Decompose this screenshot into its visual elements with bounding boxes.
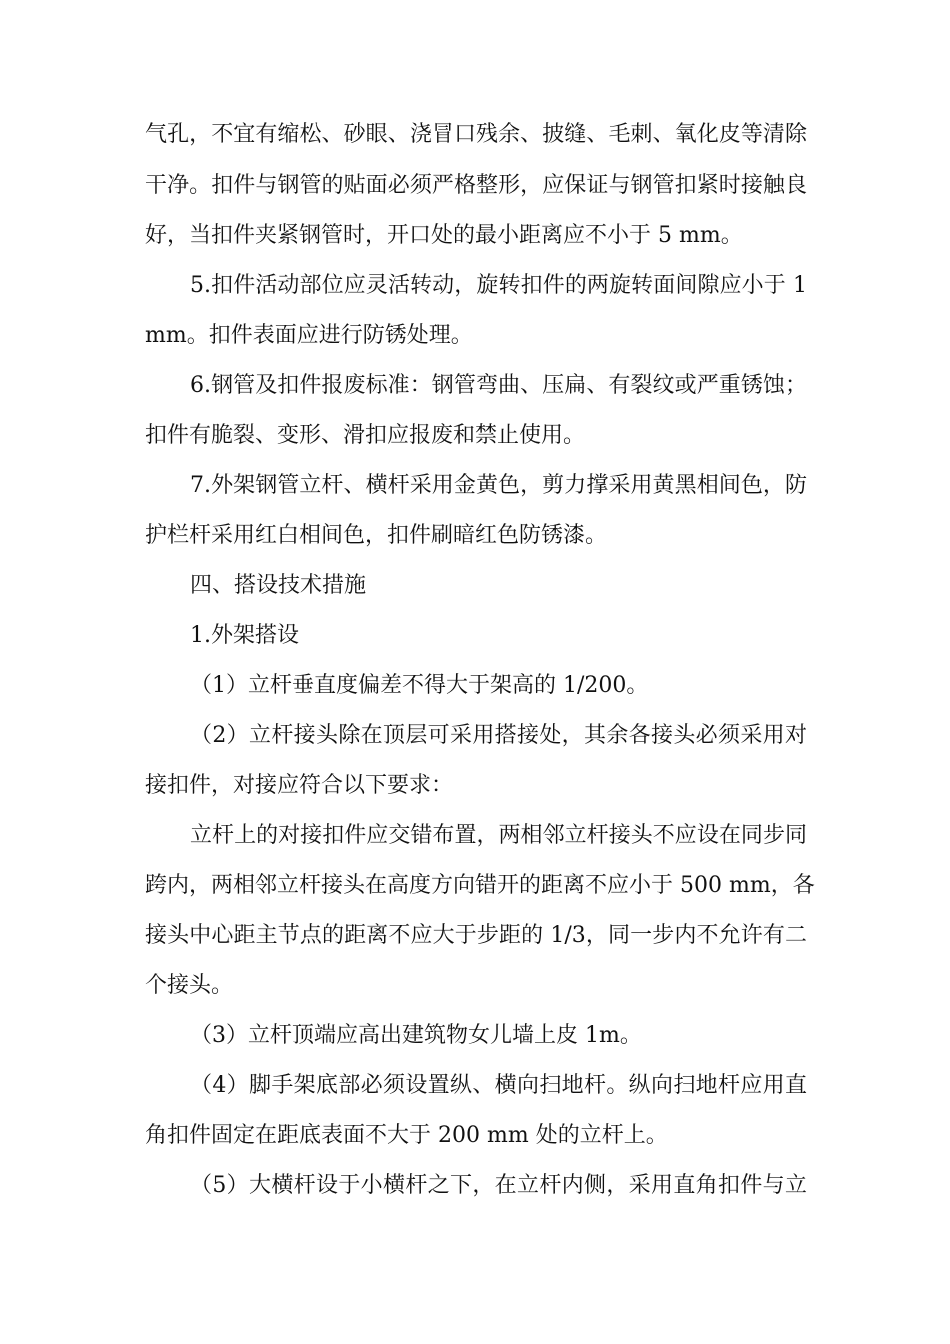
text-line: 护栏杆采用红白相间色，扣件刷暗红色防锈漆。 <box>145 523 608 548</box>
text-line: 好，当扣件夹紧钢管时，开口处的最小距离应不小于 5 mm。 <box>145 223 743 248</box>
text-line: 7.外架钢管立杆、横杆采用金黄色，剪力撑采用黄黑相间色，防 <box>190 473 807 498</box>
text-line: （5）大横杆设于小横杆之下，在立杆内侧，采用直角扣件与立 <box>190 1173 807 1198</box>
text-line: 干净。扣件与钢管的贴面必须严格整形，应保证与钢管扣紧时接触良 <box>145 173 807 198</box>
text-line: 5.扣件活动部位应灵活转动，旋转扣件的两旋转面间隙应小于 1 <box>190 273 807 298</box>
text-line: 气孔，不宜有缩松、砂眼、浇冒口残余、披缝、毛刺、氧化皮等清除 <box>145 122 807 147</box>
text-line: 跨内，两相邻立杆接头在高度方向错开的距离不应小于 500 mm，各 <box>145 873 815 898</box>
text-line: 扣件有脆裂、变形、滑扣应报废和禁止使用。 <box>145 423 586 448</box>
text-line: 个接头。 <box>145 973 234 998</box>
text-line: （1）立杆垂直度偏差不得大于架高的 1/200。 <box>190 673 649 698</box>
text-line: （2）立杆接头除在顶层可采用搭接处，其余各接头必须采用对 <box>190 723 807 748</box>
section-heading: 四、搭设技术措施 <box>190 573 367 598</box>
text-line: （3）立杆顶端应高出建筑物女儿墙上皮 1m。 <box>190 1023 642 1048</box>
text-line: 立杆上的对接扣件应交错布置，两相邻立杆接头不应设在同步同 <box>190 823 807 848</box>
text-line: （4）脚手架底部必须设置纵、横向扫地杆。纵向扫地杆应用直 <box>190 1073 807 1098</box>
text-line: mm。扣件表面应进行防锈处理。 <box>145 323 473 348</box>
text-line: 接扣件，对接应符合以下要求： <box>145 773 454 798</box>
subsection-heading: 1.外架搭设 <box>190 623 299 648</box>
text-line: 6.钢管及扣件报废标准：钢管弯曲、压扁、有裂纹或严重锈蚀； <box>190 373 807 398</box>
text-line: 接头中心距主节点的距离不应大于步距的 1/3，同一步内不允许有二 <box>145 923 807 948</box>
text-line: 角扣件固定在距底表面不大于 200 mm 处的立杆上。 <box>145 1123 668 1148</box>
